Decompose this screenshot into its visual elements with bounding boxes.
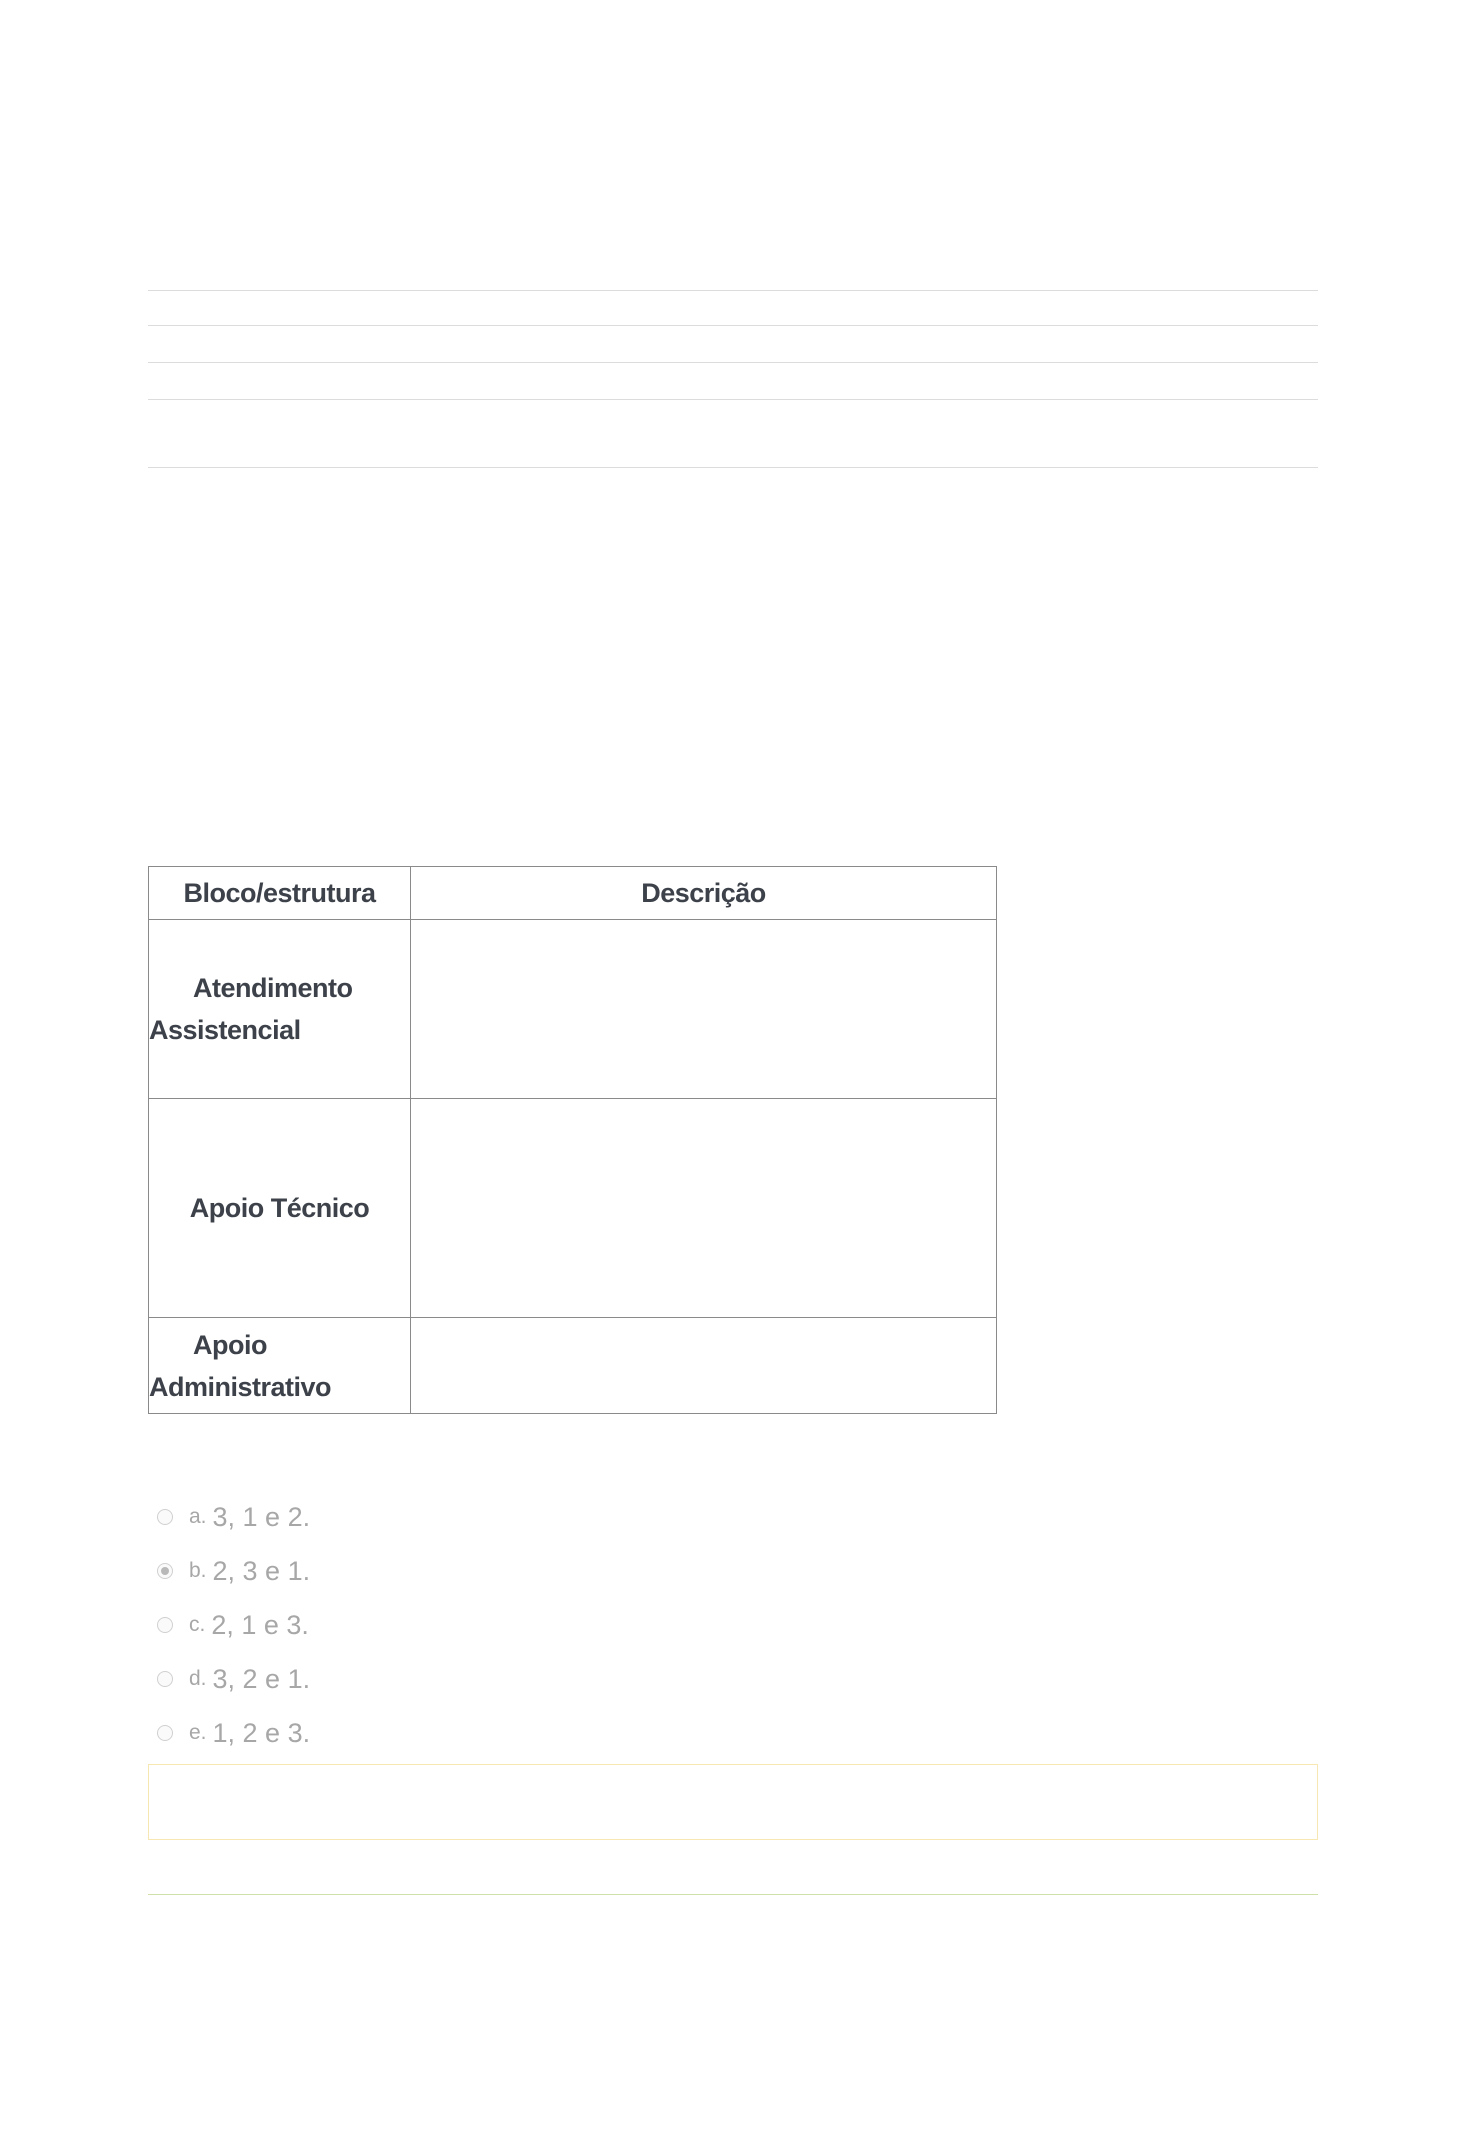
block-description-cell — [411, 1099, 997, 1318]
info-row-divider — [148, 290, 1318, 291]
table-header-row — [149, 867, 997, 920]
radio-button-selected[interactable] — [157, 1563, 173, 1579]
info-row-divider — [148, 362, 1318, 363]
info-row-divider — [148, 399, 1318, 400]
option-letter: c. — [189, 1613, 206, 1636]
radio-button[interactable] — [157, 1725, 173, 1741]
radio-button[interactable] — [157, 1509, 173, 1525]
option-letter: e. — [189, 1721, 207, 1744]
column-header-descricao: Descrição — [411, 867, 997, 920]
option-letter: a. — [189, 1505, 207, 1528]
radio-button[interactable] — [157, 1617, 173, 1633]
answer-option-c[interactable] — [148, 1598, 310, 1652]
option-text: 2, 3 e 1. — [212, 1555, 311, 1586]
option-letter: d. — [189, 1667, 207, 1690]
radio-dot-icon — [161, 1567, 169, 1575]
option-text: 3, 1 e 2. — [212, 1501, 311, 1532]
feedback-box — [148, 1764, 1318, 1840]
table-row — [149, 1318, 997, 1414]
info-row-divider — [148, 467, 1318, 468]
answer-option-b[interactable] — [148, 1544, 310, 1598]
answer-option-d[interactable] — [148, 1652, 310, 1706]
blocks-table — [148, 866, 997, 1414]
option-letter: b. — [189, 1559, 207, 1582]
block-description-cell — [411, 1318, 997, 1414]
answer-option-a[interactable] — [148, 1490, 310, 1544]
answer-options — [148, 1490, 310, 1760]
table-row — [149, 1099, 997, 1318]
question-divider — [148, 1894, 1318, 1895]
block-name-cell: Apoio Administrativo — [149, 1318, 411, 1414]
info-row-divider — [148, 325, 1318, 326]
answer-option-e[interactable] — [148, 1706, 310, 1760]
block-name-cell: Atendimento Assistencial — [149, 920, 411, 1099]
option-text: 2, 1 e 3. — [211, 1609, 309, 1640]
block-name-cell: Apoio Técnico — [149, 1099, 411, 1318]
radio-button[interactable] — [157, 1671, 173, 1687]
option-text: 3, 2 e 1. — [212, 1663, 311, 1694]
option-text: 1, 2 e 3. — [212, 1717, 311, 1748]
table-row — [149, 920, 997, 1099]
column-header-bloco: Bloco/estrutura — [149, 867, 411, 920]
block-description-cell — [411, 920, 997, 1099]
